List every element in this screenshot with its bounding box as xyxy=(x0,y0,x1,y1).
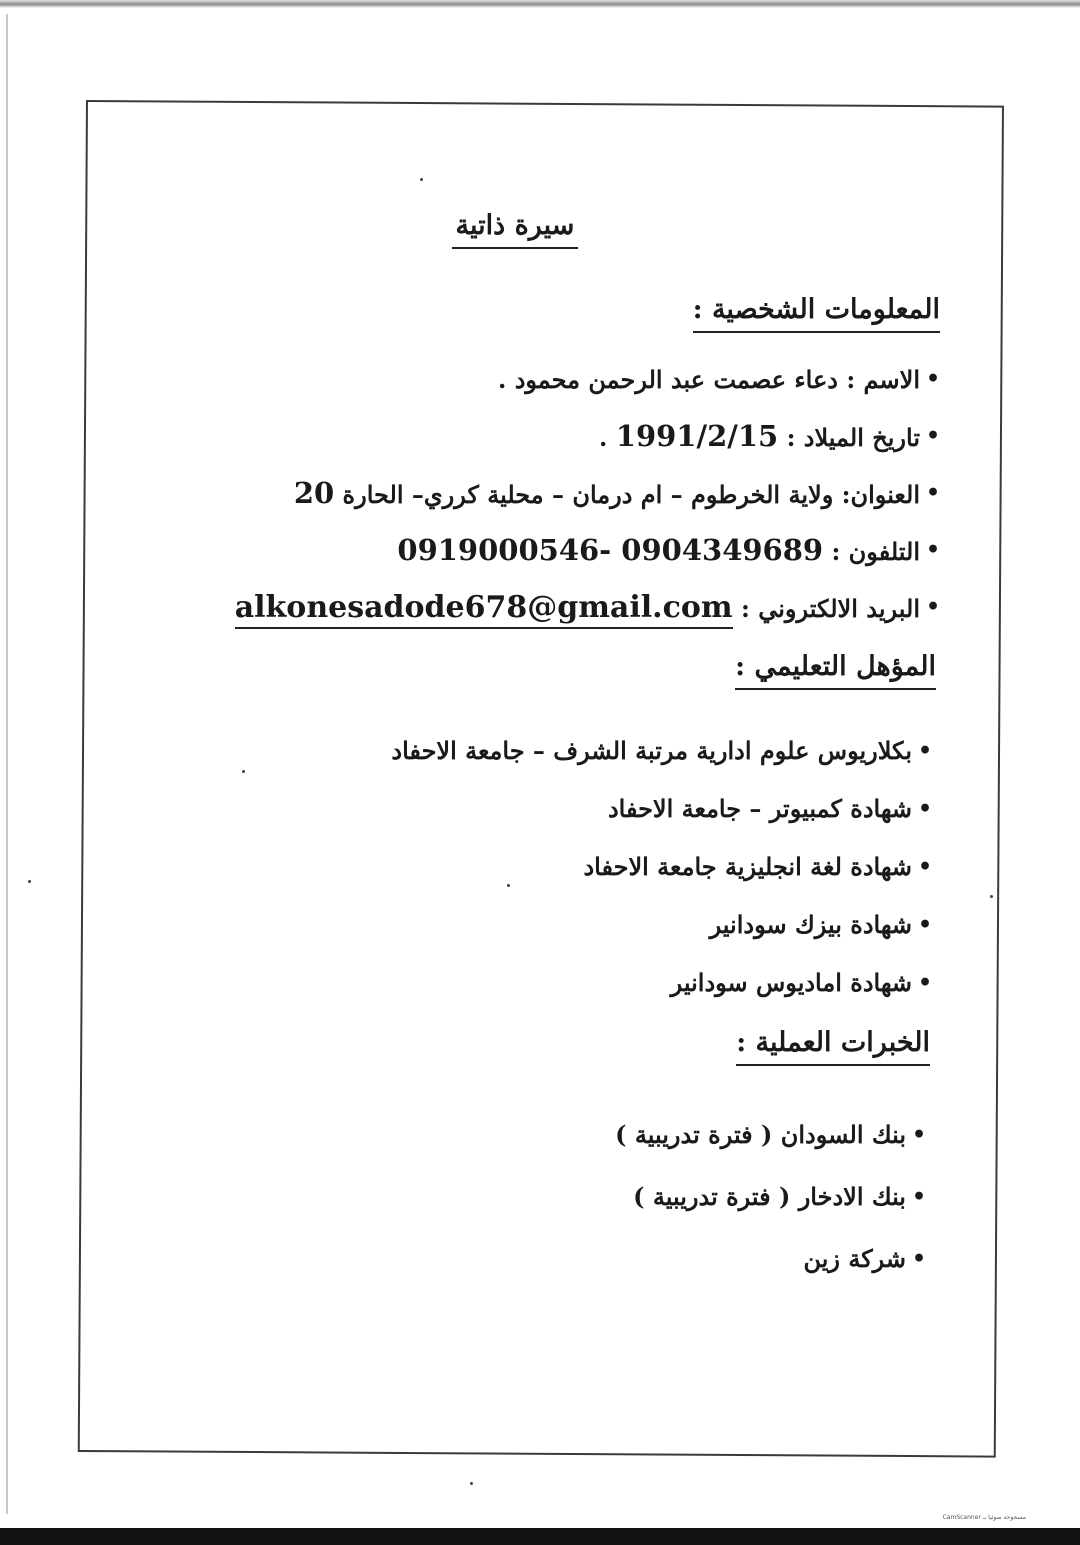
cv-content xyxy=(210,210,940,1290)
dob-label: تاريخ الميلاد : xyxy=(786,423,920,452)
education-list xyxy=(210,722,932,1012)
phone-item xyxy=(210,522,940,579)
scan-speck xyxy=(470,1482,473,1485)
list-item: • شهادة كمبيوتر – جامعة الاحفاد xyxy=(210,780,932,838)
experience-heading xyxy=(210,1018,930,1068)
name-label: الاسم : xyxy=(846,365,920,394)
experience-list xyxy=(210,1104,926,1290)
list-item: • شهادة لغة انجليزية جامعة الاحفاد xyxy=(210,838,932,896)
dob-value: 1991/2/15 xyxy=(615,419,779,453)
scan-speck xyxy=(420,178,423,181)
address-label: العنوان: xyxy=(841,480,920,509)
list-item: • شهادة اماديوس سودانير xyxy=(210,954,932,1012)
scan-top-edge xyxy=(0,0,1080,8)
name-value: دعاء عصمت عبد الرحمن محمود . xyxy=(498,365,838,394)
education-heading-text: المؤهل التعليمي : xyxy=(735,651,936,690)
name-item xyxy=(210,351,940,408)
phone-value: 0919000546- 0904349689 xyxy=(397,533,824,567)
phone-label: التلفون : xyxy=(831,537,920,566)
address-value: ولاية الخرطوم – ام درمان – محلية كرري– الحارة xyxy=(342,480,834,509)
scan-speck xyxy=(990,895,993,898)
dob-suffix: . xyxy=(599,423,608,452)
scan-left-edge xyxy=(6,14,8,1514)
personal-info-heading-text: المعلومات الشخصية : xyxy=(693,294,940,333)
scanner-watermark: CamScanner ﻣﺴﺤﻮﺣﺔ ﺿﻮﺋﻴﺎ ﺑـ xyxy=(942,1514,1026,1521)
email-label: البريد الالكتروني : xyxy=(741,594,920,623)
scan-bottom-edge xyxy=(0,1528,1080,1545)
list-item: • شركة زين xyxy=(210,1228,926,1290)
list-item: • بكلاريوس علوم ادارية مرتبة الشرف – جامعة الاحفاد xyxy=(210,722,932,780)
list-item: • بنك الادخار ( فترة تدريبية ) xyxy=(210,1166,926,1228)
email-value[interactable]: alkonesadode678@gmail.com xyxy=(235,590,733,629)
education-heading xyxy=(210,642,936,692)
personal-info-list xyxy=(210,351,940,636)
experience-heading-text: الخبرات العملية : xyxy=(736,1027,930,1066)
scan-speck xyxy=(28,880,31,883)
email-item xyxy=(210,579,940,636)
personal-info-heading xyxy=(210,285,940,335)
dob-item xyxy=(210,408,940,465)
cv-title-text: سيرة ذاتية xyxy=(452,210,579,249)
cv-title xyxy=(210,210,940,241)
address-item xyxy=(210,465,940,522)
list-item: • بنك السودان ( فترة تدريبية ) xyxy=(210,1104,926,1166)
address-number: 20 xyxy=(293,476,335,510)
list-item: • شهادة بيزك سودانير xyxy=(210,896,932,954)
